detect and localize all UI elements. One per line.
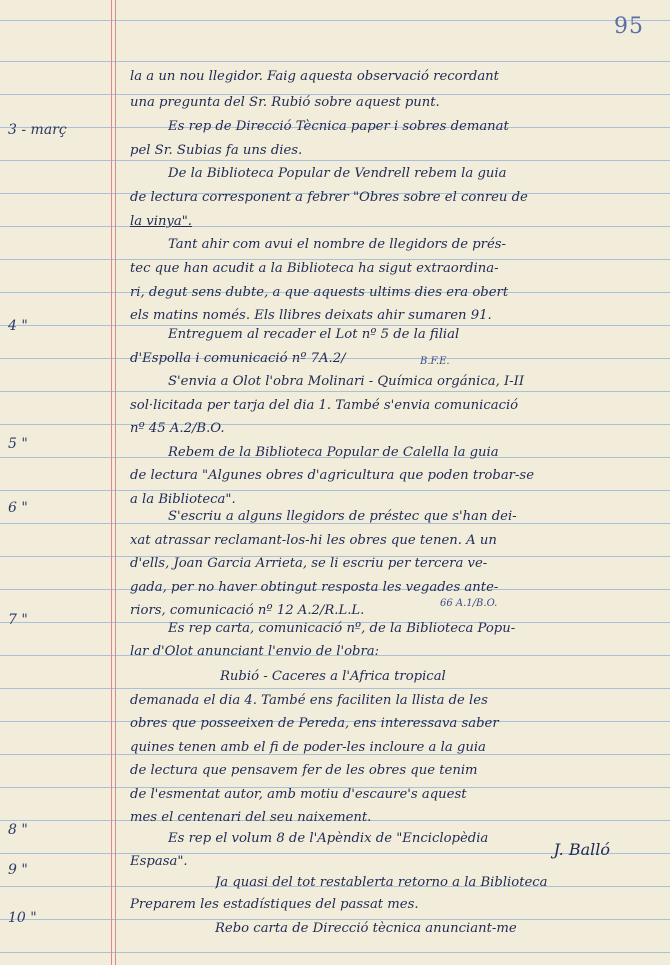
text-line: Tant ahir com avui el nombre de llegidors de prés- (168, 237, 507, 252)
entry-date-8: 8 " (8, 822, 28, 838)
text-line: Preparem les estadístiques del passat mes. (130, 897, 419, 912)
text-line: la a un nou llegidor. Faig aquesta observació recordant (130, 69, 499, 84)
text-line: els matins només. Els llibres deixats ahir sumaren 91. (130, 308, 492, 323)
text-line: de lectura "Algunes obres d'agricultura que poden trobar-se (130, 468, 535, 483)
text-line: riors, comunicació nº 12 A.2/R.L.L. (130, 603, 365, 618)
text-line: xat atrassar reclamant-los-hi les obres que tenen. A un (130, 533, 497, 548)
marginal-note-bfe: B.F.E. (420, 356, 450, 367)
text-line: pel Sr. Subias fa uns dies. (130, 143, 303, 158)
text-line: gada, per no haver obtingut resposta les vegades ante- (130, 580, 499, 595)
text-line: de lectura corresponent a febrer "Obres sobre el conreu de (130, 190, 528, 205)
text-line: una pregunta del Sr. Rubió sobre aquest punt. (130, 95, 440, 110)
text-line: de lectura que pensavem fer de les obres que tenim (130, 763, 478, 778)
margin-rule-left (111, 0, 112, 965)
text-line: obres que posseeixen de Pereda, ens interessava saber (130, 716, 499, 731)
text-line: mes el centenari del seu naixement. (130, 810, 372, 825)
text-line: S'envia a Olot l'obra Molinari - Química orgánica, I-II (168, 374, 525, 389)
text-line: Es rep carta, comunicació nº, de la Biblioteca Popu- (168, 621, 516, 636)
text-line: sol·licitada per tarja del dia 1. També s'envia comunicació (130, 398, 519, 413)
text-line: Rebem de la Biblioteca Popular de Calella la guia (168, 445, 499, 460)
text-line: quines tenen amb el fi de poder-les incloure a la guia (130, 740, 486, 755)
text-line: tec que han acudit a la Biblioteca ha sigut extraordina- (130, 261, 499, 276)
entry-date-10: 10 " (8, 910, 37, 926)
text-line: Rubió - Caceres a l'Africa tropical (220, 669, 446, 684)
text-line: Es rep de Direcció Tècnica paper i sobres demanat (168, 119, 509, 134)
margin-rule-right (115, 0, 116, 965)
entry-date-5: 5 " (8, 436, 28, 452)
text-line: S'escriu a alguns llegidors de préstec que s'han dei- (168, 509, 517, 524)
text-line: la vinya". (130, 214, 193, 229)
text-line: Espasa". (130, 854, 188, 869)
text-line: d'Espolla i comunicació nº 7A.2/ (130, 351, 346, 366)
text-line: Rebo carta de Direcció tècnica anunciant-me (215, 921, 517, 936)
text-line: Entreguem al recader el Lot nº 5 de la filial (168, 327, 460, 342)
text-line: Ja quasi del tot restablerta retorno a la Biblioteca (215, 875, 548, 890)
page-number: 95 (614, 14, 644, 39)
entry-date-4: 4 " (8, 318, 28, 334)
entry-date-7: 7 " (8, 612, 28, 628)
text-line: d'ells, Joan Garcia Arrieta, se li escriu per tercera ve- (130, 556, 488, 571)
marginal-note-ref: 66 A.1/B.O. (440, 598, 498, 609)
text-line: Es rep el volum 8 de l'Apèndix de "Enciclopèdia (168, 831, 489, 846)
entry-date-9: 9 " (8, 862, 28, 878)
entry-date-6: 6 " (8, 500, 28, 516)
text-line: nº 45 A.2/B.O. (130, 421, 225, 436)
text-line: lar d'Olot anunciant l'envio de l'obra: (130, 644, 380, 659)
text-line: a la Biblioteca". (130, 492, 236, 507)
text-line: ri, degut sens dubte, a que aquests ultims dies era obert (130, 285, 509, 300)
text-line: demanada el dia 4. També ens faciliten la llista de les (130, 693, 488, 708)
text-line: De la Biblioteca Popular de Vendrell rebem la guia (168, 166, 507, 181)
signature: J. Balló (553, 840, 610, 859)
entry-date-3: 3 - març (8, 122, 67, 138)
text-line: de l'esmentat autor, amb motiu d'escaure's aquest (130, 787, 467, 802)
